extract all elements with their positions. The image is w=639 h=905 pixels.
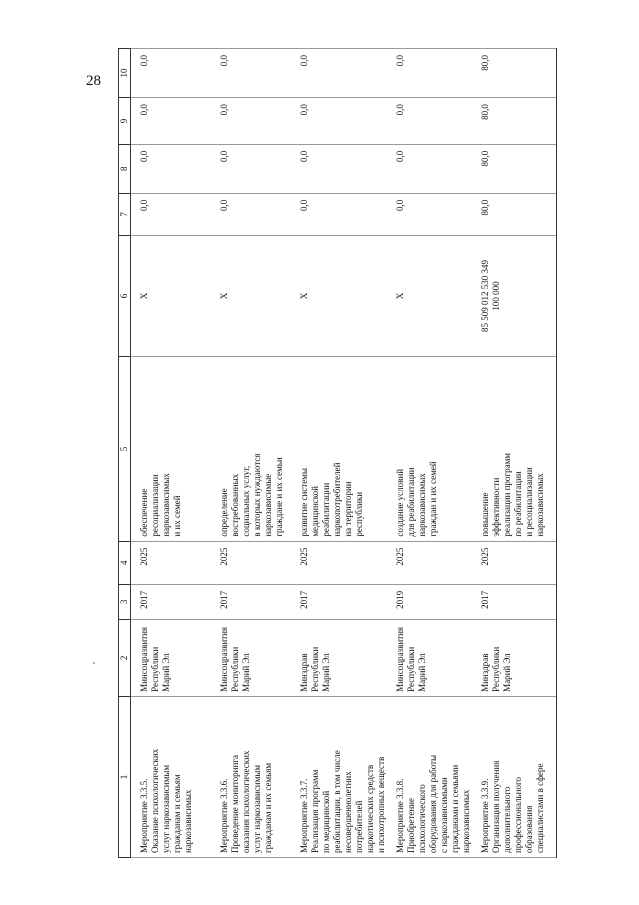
- end-year-cell: 2025: [291, 541, 387, 584]
- cell-text-line: реабилитации: [320, 482, 331, 537]
- cell-text-line: Республики: [309, 646, 320, 692]
- expected-result-cell: [211, 357, 291, 541]
- cell-text-line: потребителей: [353, 800, 364, 853]
- amount-cell: 0,0: [211, 193, 291, 235]
- column-number: 8: [119, 144, 131, 193]
- end-year-cell: 2025: [131, 541, 211, 584]
- cell-text-line: ресоциализации: [150, 474, 160, 537]
- amount-cell: 0,0: [387, 193, 472, 235]
- cell-text-line: Марий Эл: [501, 653, 512, 692]
- cell-text-line: гражданам и их семьям: [262, 762, 273, 853]
- start-year-cell: 2017: [131, 584, 211, 619]
- amount-cell: 0,0: [291, 144, 387, 193]
- cell-text-line: с наркозависимыми: [438, 777, 449, 853]
- amount-cell: 80,0: [472, 193, 557, 235]
- cell-text-line: реабилитации, в том числе: [331, 750, 342, 853]
- budget-code-cell: [211, 235, 291, 356]
- table-row: [291, 49, 387, 858]
- cell-text-line: развитие системы: [298, 468, 309, 537]
- amount-cell: 0,0: [211, 144, 291, 193]
- cell-text-line: обеспечение: [139, 488, 149, 537]
- amount-cell: 0,0: [387, 49, 472, 98]
- cell-text-line: эффективности: [490, 477, 501, 537]
- expected-result-cell: [291, 357, 387, 541]
- table-row: [387, 49, 472, 858]
- cell-text-line: образования: [523, 805, 534, 853]
- cell-text-line: определение: [218, 488, 229, 537]
- cell-text-line: медицинской: [309, 486, 320, 537]
- expected-result-cell: [131, 357, 211, 541]
- executor-cell: [211, 619, 291, 696]
- cell-text-line: востребованных: [229, 473, 240, 537]
- budget-code-cell: [472, 235, 557, 356]
- activity-cell: [291, 696, 387, 857]
- column-number: 5: [119, 357, 131, 541]
- amount-cell: 80,0: [472, 98, 557, 145]
- amount-cell: 0,0: [387, 144, 472, 193]
- cell-text-line: социальных услуг,: [240, 465, 251, 537]
- cell-text-line: Мероприятие 3.3.9.: [479, 778, 490, 853]
- cell-text-line: профессионального: [512, 777, 523, 853]
- budget-code-cell: [387, 235, 472, 356]
- cell-text-line: наркозависимых: [183, 789, 193, 853]
- cell-text-line: X: [298, 292, 309, 300]
- cell-text-line: Проведение мониторинга: [229, 755, 240, 853]
- cell-text-line: реализации программ: [501, 453, 512, 537]
- cell-text-line: наркозависимые: [262, 473, 273, 537]
- cell-text-line: X: [218, 292, 229, 300]
- cell-text-line: Мероприятие 3.3.7.: [298, 778, 309, 853]
- activity-cell: [472, 696, 557, 857]
- cell-text-line: Марий Эл: [416, 653, 427, 692]
- cell-text-line: Минздрав: [479, 653, 490, 692]
- amount-cell: 80,0: [472, 49, 557, 98]
- cell-text-line: X: [139, 292, 149, 300]
- cell-text-line: граждане и их семьи: [273, 457, 284, 537]
- table-row: [472, 49, 557, 858]
- start-year-cell: 2017: [211, 584, 291, 619]
- expected-result-cell: [472, 357, 557, 541]
- column-number: 2: [119, 619, 131, 696]
- scan-speck: [93, 662, 95, 664]
- cell-text-line: для реабилитации: [405, 467, 416, 537]
- activity-cell: [211, 696, 291, 857]
- column-number: 9: [119, 98, 131, 145]
- column-number: 1: [119, 696, 131, 857]
- cell-text-line: Минсоцразвития: [139, 626, 149, 692]
- cell-text-line: оказания психологических: [240, 750, 251, 853]
- amount-cell: 0,0: [131, 49, 211, 98]
- cell-text-line: услуг наркозависимым: [251, 764, 262, 853]
- table-row: [211, 49, 291, 858]
- cell-text-line: Оказание психологических: [150, 748, 160, 853]
- cell-text-line: Республики: [490, 646, 501, 692]
- column-number: 10: [119, 49, 131, 98]
- amount-cell: 0,0: [387, 98, 472, 145]
- cell-text-line: Марий Эл: [240, 653, 251, 692]
- cell-text-line: гражданам и семьям: [172, 774, 182, 853]
- cell-text-line: Приобретение: [405, 798, 416, 853]
- cell-text-line: специалистами в сфере: [534, 763, 545, 853]
- executor-cell: [291, 619, 387, 696]
- cell-text-line: в которых нуждаются: [251, 453, 262, 537]
- amount-cell: 0,0: [291, 49, 387, 98]
- cell-text-line: Республики: [150, 646, 160, 692]
- activity-cell: [131, 696, 211, 857]
- amount-cell: 0,0: [211, 49, 291, 98]
- executor-cell: [131, 619, 211, 696]
- cell-text-line: Мероприятие 3.3.6.: [218, 778, 229, 853]
- start-year-cell: 2017: [291, 584, 387, 619]
- expected-result-cell: [387, 357, 472, 541]
- cell-text-line: дополнительного: [501, 786, 512, 853]
- amount-cell: 80,0: [472, 144, 557, 193]
- amount-cell: 0,0: [131, 193, 211, 235]
- cell-text-line: наркозависимых: [534, 473, 545, 537]
- cell-text-line: республики: [353, 491, 364, 537]
- cell-text-line: и их семей: [172, 495, 182, 537]
- cell-text-line: услуг наркозависимым: [161, 764, 171, 853]
- cell-text-line: наркозависимых: [460, 789, 471, 853]
- page-number: 28: [86, 73, 101, 89]
- cell-text-line: Марий Эл: [161, 653, 171, 692]
- column-number-row: [119, 49, 131, 858]
- budget-code-cell: [291, 235, 387, 356]
- cell-text-line: Марий Эл: [320, 653, 331, 692]
- start-year-cell: 2017: [472, 584, 557, 619]
- column-number: 7: [119, 193, 131, 235]
- cell-text-line: и психотропных веществ: [375, 756, 386, 853]
- end-year-cell: 2025: [211, 541, 291, 584]
- cell-text-line: наркотических средств: [364, 764, 375, 853]
- end-year-cell: 2025: [472, 541, 557, 584]
- cell-text-line: Реализация программ: [309, 769, 320, 853]
- executor-cell: [387, 619, 472, 696]
- rotated-table-region: [118, 48, 545, 858]
- cell-text-line: Мероприятие 3.3.8.: [394, 778, 405, 853]
- program-activities-table: [118, 48, 557, 858]
- cell-text-line: Республики: [405, 646, 416, 692]
- cell-text-line: Минздрав: [298, 653, 309, 692]
- cell-text-line: 100 000: [490, 281, 501, 311]
- cell-text-line: повышение: [479, 492, 490, 537]
- cell-text-line: и ресоциализации: [523, 467, 534, 537]
- cell-text-line: наркозависимых: [416, 473, 427, 537]
- column-number: 3: [119, 584, 131, 619]
- cell-text-line: 85 509 012 530 349: [479, 260, 490, 333]
- amount-cell: 0,0: [291, 98, 387, 145]
- start-year-cell: 2019: [387, 584, 472, 619]
- cell-text-line: наркозависимых: [161, 473, 171, 537]
- executor-cell: [472, 619, 557, 696]
- cell-text-line: создание условий: [394, 468, 405, 537]
- cell-text-line: Мероприятие 3.3.5.: [139, 778, 149, 853]
- cell-text-line: оборудования для работы: [427, 754, 438, 853]
- cell-text-line: по реабилитации: [512, 471, 523, 537]
- cell-text-line: Республики: [229, 646, 240, 692]
- cell-text-line: Минсоцразвития: [394, 626, 405, 692]
- cell-text-line: несовершеннолетних: [342, 771, 353, 853]
- amount-cell: 0,0: [211, 98, 291, 145]
- end-year-cell: 2025: [387, 541, 472, 584]
- cell-text-line: Организация получения: [490, 760, 501, 853]
- amount-cell: 0,0: [131, 98, 211, 145]
- table-row: [131, 49, 211, 858]
- budget-code-cell: [131, 235, 211, 356]
- cell-text-line: гражданами и семьями: [449, 764, 460, 853]
- amount-cell: 0,0: [131, 144, 211, 193]
- cell-text-line: наркопотребителей: [331, 462, 342, 537]
- amount-cell: 0,0: [291, 193, 387, 235]
- column-number: 6: [119, 235, 131, 356]
- cell-text-line: на территории: [342, 481, 353, 537]
- cell-text-line: граждан и их семей: [427, 461, 438, 537]
- cell-text-line: Минсоцразвития: [218, 626, 229, 692]
- activity-cell: [387, 696, 472, 857]
- column-number: 4: [119, 541, 131, 584]
- cell-text-line: по медицинской: [320, 790, 331, 853]
- cell-text-line: X: [394, 292, 405, 300]
- cell-text-line: психологического: [416, 784, 427, 853]
